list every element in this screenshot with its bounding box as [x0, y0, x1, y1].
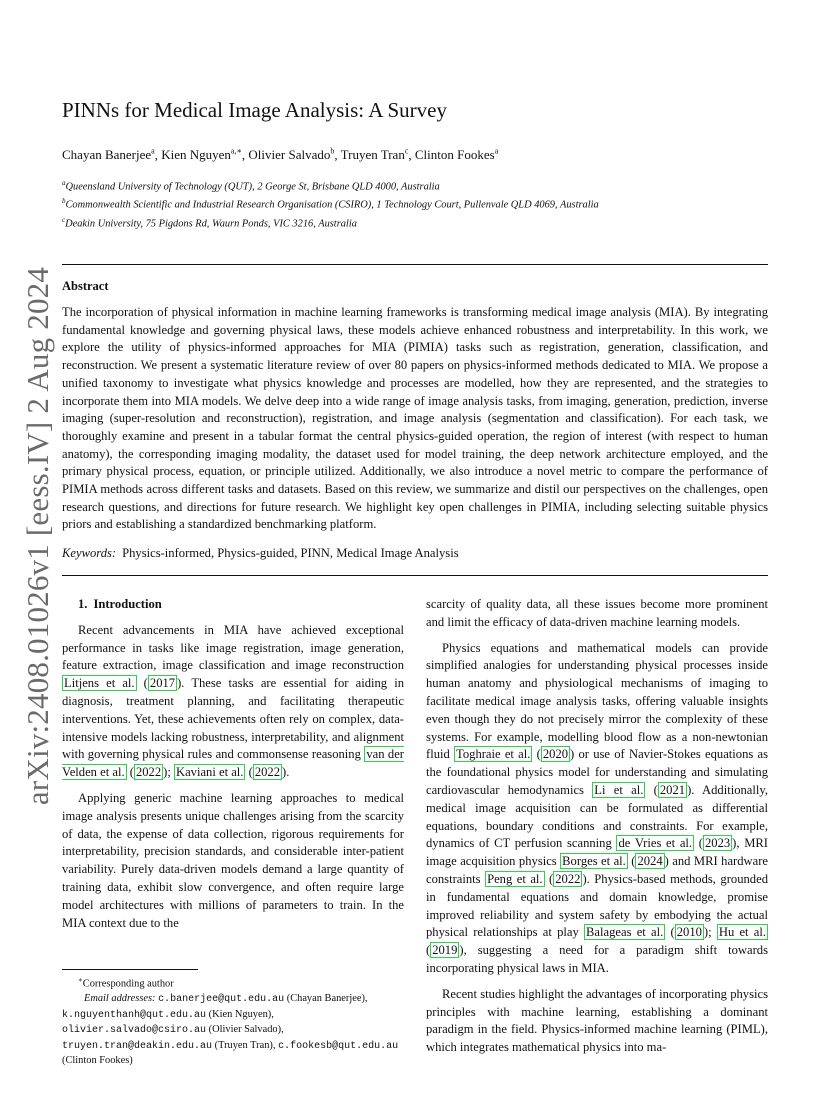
abstract-text: The incorporation of physical information in machine learning frameworks is transforming medical image analysis (MIA). By integrating fundamental knowledge and governing physical laws, these models achieve enhanced robustness and interpretability. In this work, we explore the utility of physics-informed approaches for MIA (PIMIA) tasks such as registration, generation, classification, and reconstruction. We present a systematic literature review of over 80 papers on physics-informed methods dedicated to MIA. We propose a unified taxonomy to investigate what physics knowledge and processes are modelled, how they are represented, and the strategies to incorporate them into MIA models. We delve deep into a wide range of image analysis tasks, from imaging, generation, prediction, inverse imaging (super-resolution and reconstruction), registration, and image analysis (segmentation and classification). For each task, we thoroughly examine and present in a tabular format the central physics-guided operation, the region of interest (with respect to human anatomy), the corresponding imaging modality, the dataset used for model training, the deep network architecture employed, and the primary physical process, equation, or principle utilized. Additionally, we also introduce a novel metric to compare the performance of PIMIA methods across different tasks and datasets. Based on this review, we summarize and distil our perspectives on the challenges, open research questions, and directions for future research. We highlight key open challenges in PIMIA, including selecting suitable physics priors and establishing a standardized benchmarking platform.: [62, 305, 768, 532]
affiliation: [62, 194, 599, 212]
body-text: );: [163, 765, 174, 780]
citation-link[interactable]: 2019: [432, 943, 458, 958]
affiliation-mark: b: [62, 197, 66, 206]
email-list: [62, 992, 412, 1069]
citation-link[interactable]: 2020: [542, 747, 569, 762]
citation-link[interactable]: 2022: [555, 871, 581, 886]
section-title: Introduction: [93, 597, 162, 611]
email-owner: (Kien Nguyen),: [208, 1008, 274, 1020]
author-affiliation-mark: a: [151, 147, 155, 156]
author-name: Chayan Banerjee: [62, 147, 152, 163]
body-text: Recent studies highlight the advantages of incorporating physics principles with machine learning, establishing a dominant paradigm in the field. Physics-informed machine learning (PIML), which integrates mathematical physics into ma-: [426, 986, 768, 1055]
citation-link[interactable]: Peng et al.: [487, 871, 543, 886]
body-text: (: [426, 943, 431, 958]
author: [415, 147, 498, 162]
body-text: ) or use of Navier-Stokes equations as the foundational physics model for understanding and simulating cardiovascular hemodynamics: [426, 747, 769, 797]
body-text: (: [532, 747, 541, 762]
citation-link[interactable]: 2022: [135, 765, 162, 780]
corresponding-text: Corresponding author: [82, 978, 174, 990]
paper-title: PINNs for Medical Image Analysis: A Survey: [62, 98, 447, 122]
paragraph: [426, 596, 768, 632]
body-text: (: [665, 925, 675, 940]
citation-link[interactable]: Borges et al.: [562, 854, 626, 869]
citation-link[interactable]: de Vries et al.: [618, 836, 693, 851]
keywords-text: Physics-informed, Physics-guided, PINN, Medical Image Analysis: [122, 546, 459, 560]
email-address[interactable]: olivier.salvado@csiro.au: [62, 1025, 207, 1037]
author-name: Kien Nguyen: [161, 147, 231, 163]
left-column: [62, 596, 404, 932]
body-text: );: [703, 925, 717, 940]
footnotes: [62, 973, 412, 1069]
body-text: ), MRI image acquisition physics: [426, 836, 769, 869]
affiliation-mark: a: [62, 179, 66, 187]
author-affiliation-mark: a,∗: [230, 147, 242, 156]
section-heading: [62, 596, 404, 614]
email-owner: (Truyen Tran),: [214, 1039, 276, 1051]
author-affiliation-mark: b: [330, 147, 335, 156]
affiliation-list: [62, 176, 599, 231]
body-text: ). Additionally, medical image acquisition can be formulated as differential equations, boundary conditions and constraints. For example, dynamics of CT perfusion scanning: [426, 782, 768, 851]
body-text: Physics equations and mathematical models can provide simplified analogies for understanding physical processes inside human anatomy and physiological mechanisms of imaging to facilitate medical image analysis tasks, offering valuable insights even though they do not precisely mirror the complexity of these systems. For example, modelling blood flow as a non-newtonian fluid: [426, 640, 768, 762]
body-text: ). These tasks are essential for aiding in diagnosis, treatment planning, and facilitating therapeutic interventions. Yet, these achievements often rely on complex, data-intensive models lacking robustness, interpretability, and alignment with governing physical rules and commonsense reasoning: [62, 676, 405, 762]
author-list: Chayan Banerjee$^a$, Kien Nguyen$^{a,∗}$, Olivier Salvado$^b$, Truyen Tran$^c$, Clinton Fookes$^a$: [62, 147, 499, 163]
author: [161, 147, 242, 162]
citation-link[interactable]: Li et al.: [594, 782, 644, 797]
author: [341, 147, 409, 162]
corresponding-note: [62, 973, 412, 992]
email-address[interactable]: k.nguyenthanh@qut.edu.au: [62, 1009, 207, 1021]
body-text: scarcity of quality data, all these issues become more prominent and limit the efficacy of data-driven machine learning models.: [426, 597, 768, 629]
email-owner: (Clinton Fookes): [62, 1055, 133, 1067]
citation-link[interactable]: 2023: [704, 836, 731, 851]
author-affiliation-mark: c: [404, 147, 409, 156]
body-text: ). Physics-based methods, grounded in fundamental equations and domain knowledge, promise improved reliability and system safety by embodying the actual physical relationships at play: [426, 871, 768, 940]
email-label: Email addresses:: [84, 993, 156, 1005]
affiliation-text: Deakin University, 75 Pigdons Rd, Waurn Ponds, VIC 3216, Australia: [65, 218, 357, 230]
author: [248, 147, 334, 162]
body-text: (: [645, 782, 658, 797]
body-text: Applying generic machine learning approaches to medical image analysis presents unique challenges arising from the scarcity of data, the expense of data collection, rigorous requirements for interpretability, precision standards, and considerable inter-patient variability. Purely data-driven models demand a large quantity of training data, exhibit slow convergence, and often require large model architectures with millions of parameters to train. In the MIA context due to the: [62, 790, 404, 930]
email-address[interactable]: c.fookesb@qut.edu.au: [278, 1040, 399, 1052]
author-name: Truyen Tran: [340, 147, 405, 163]
keywords-line: [62, 546, 459, 561]
email-address[interactable]: c.banerjee@qut.edu.au: [158, 994, 285, 1006]
paragraph: [62, 622, 404, 782]
email-owner: (Chayan Banerjee),: [286, 993, 368, 1005]
right-column: [426, 596, 768, 1057]
paragraph: [426, 986, 768, 1057]
citation-link[interactable]: Toghraie et al.: [456, 747, 531, 762]
citation-link[interactable]: Litjens et al.: [64, 676, 135, 691]
citation-link[interactable]: 2017: [149, 676, 176, 691]
affiliation-text: Queensland University of Technology (QUT), 2 George St, Brisbane QLD 4000, Australia: [65, 181, 440, 193]
arxiv-id-text: arXiv:2408.01026v1 [eess.IV] 2 Aug 2024: [20, 266, 55, 806]
body-text: Recent advancements in MIA have achieved exceptional performance in tasks like image registration, image generation, feature extraction, image classification and image reconstruction: [62, 622, 404, 673]
footnote-mark: ∗: [78, 976, 83, 984]
body-text: (: [126, 765, 134, 780]
author-name: Clinton Fookes: [414, 147, 495, 163]
email-owner: (Olivier Salvado),: [208, 1024, 284, 1036]
affiliation: [62, 176, 599, 194]
abstract-heading: Abstract: [62, 279, 109, 293]
citation-link[interactable]: 2024: [637, 854, 663, 869]
citation-link[interactable]: Hu et al.: [718, 925, 767, 940]
abstract-bottom-rule: [62, 575, 768, 576]
citation-link[interactable]: 2010: [676, 925, 702, 940]
email-address[interactable]: truyen.tran@deakin.edu.au: [62, 1040, 213, 1052]
body-text: ), suggesting a need for a paradigm shift towards incorporating physical laws in MIA.: [426, 943, 768, 975]
footnote-rule: [62, 969, 198, 970]
section-number: 1.: [78, 597, 88, 611]
body-text: ).: [282, 765, 290, 780]
affiliation-text: Commonwealth Scientific and Industrial Research Organisation (CSIRO), 1 Technology Court, Pullenvale QLD 4069, Australia: [65, 199, 599, 211]
author-name: Olivier Salvado: [248, 147, 331, 163]
citation-link[interactable]: Balageas et al.: [586, 925, 664, 940]
body-text: (: [544, 871, 554, 886]
arxiv-stamp: [16, 266, 60, 806]
keywords-label: Keywords:: [62, 546, 117, 560]
paragraph: [426, 640, 768, 978]
body-text: (: [245, 765, 253, 780]
top-rule: [62, 264, 768, 265]
body-text: (: [694, 836, 703, 851]
citation-link[interactable]: van der Velden et al.: [62, 747, 404, 780]
author-affiliation-mark: a: [494, 147, 499, 156]
author: [62, 147, 155, 162]
body-text: (: [627, 854, 636, 869]
body-text: (: [136, 676, 148, 691]
affiliation-mark: c: [62, 215, 66, 224]
citation-link[interactable]: 2022: [254, 765, 280, 780]
body-text: ) and MRI hardware constraints: [426, 854, 769, 886]
citation-link[interactable]: Kaviani et al.: [175, 765, 244, 780]
citation-link[interactable]: 2021: [659, 782, 686, 797]
affiliation: [62, 213, 599, 231]
paragraph: [62, 790, 404, 932]
